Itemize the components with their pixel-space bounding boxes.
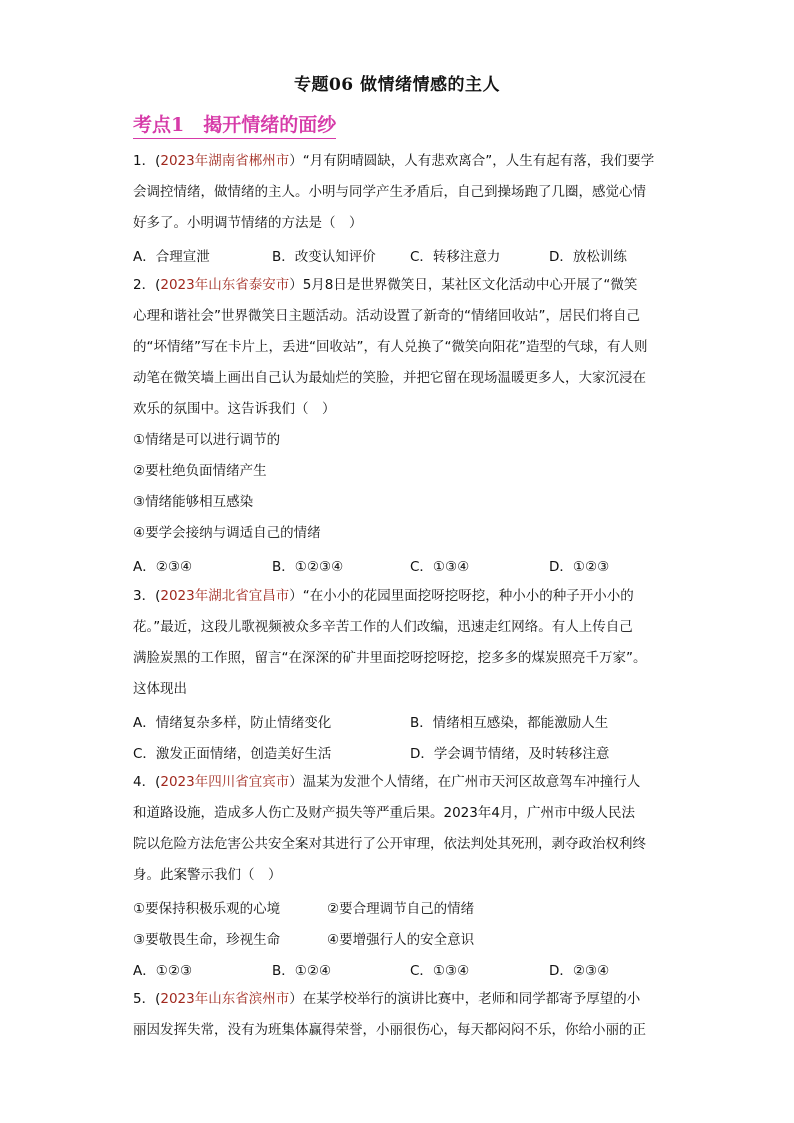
q4-line-3: 院以危险方法危害公共安全案对其进行了公开审理，依法判处其死刑，剥夺政治权利终 xyxy=(133,836,646,852)
q1-option-b: B．改变认知评价 xyxy=(272,249,376,265)
q1-option-d: D．放松训练 xyxy=(549,249,627,265)
q3-option-a: A．情绪复杂多样，防止情绪变化 xyxy=(133,715,332,731)
q4-line-2: 和道路设施，造成多人伤亡及财产损失等严重后果。2023年4月，广州市中级人民法 xyxy=(133,805,635,821)
q1-line-3: 好多了。小明调节情绪的方法是（ ） xyxy=(133,215,363,231)
q3-source: 2023年湖北省宜昌市 xyxy=(160,588,290,604)
q2-item-1: ①情绪是可以进行调节的 xyxy=(133,432,281,448)
q2-item-4: ④要学会接纳与调适自己的情绪 xyxy=(133,525,321,541)
q1-source: 2023年湖南省郴州市 xyxy=(160,153,290,169)
q2-line-4: 动笔在微笑墙上画出自己认为最灿烂的笑脸，并把它留在现场温暖更多人，大家沉浸在 xyxy=(133,370,646,386)
q4-option-c: C．①③④ xyxy=(410,963,470,979)
q4-option-a: A．①②③ xyxy=(133,963,193,979)
q4-line-4: 身。此案警示我们（ ） xyxy=(133,867,282,883)
q2-line-3: 的“坏情绪”写在卡片上，丢进“回收站”，有人兑换了“微笑向阳花”造型的气球，有人则 xyxy=(133,339,648,355)
q2-option-b: B．①②③④ xyxy=(272,559,344,575)
q3-line-3: 满脸炭黑的工作照，留言“在深深的矿井里面挖呀挖呀挖，挖多多的煤炭照亮千万家”。 xyxy=(133,650,647,666)
q4-line-1: 4．(2023年四川省宜宾市）温某为发泄个人情绪，在广州市天河区故意驾车冲撞行人 xyxy=(133,774,641,790)
q1-line-1: 1．(2023年湖南省郴州市）“月有阴晴圆缺，人有悲欢离合”，人生有起有落，我们要学 xyxy=(133,153,655,169)
q2-option-c: C．①③④ xyxy=(410,559,470,575)
q2-option-a: A．②③④ xyxy=(133,559,193,575)
q4-option-b: B．①②④ xyxy=(272,963,332,979)
q2-line-1: 2．(2023年山东省泰安市）5月8日是世界微笑日，某社区文化活动中心开展了“微笑 xyxy=(133,277,638,293)
q4-option-d: D．②③④ xyxy=(549,963,610,979)
q3-line-1: 3．(2023年湖北省宜昌市）“在小小的花园里面挖呀挖呀挖，种小小的种子开小小的 xyxy=(133,588,634,604)
q5-source: 2023年山东省滨州市 xyxy=(160,991,290,1007)
q1-line-2: 会调控情绪，做情绪的主人。小明与同学产生矛盾后，自己到操场跑了几圈，感觉心情 xyxy=(133,184,646,200)
q2-line-5: 欢乐的氛围中。这告诉我们（ ） xyxy=(133,401,336,417)
q5-line-2: 丽因发挥失常，没有为班集体赢得荣誉，小丽很伤心，每天都闷闷不乐，你给小丽的正 xyxy=(133,1022,646,1038)
q3-option-b: B．情绪相互感染，都能激励人生 xyxy=(410,715,609,731)
q5-line-1: 5．(2023年山东省滨州市）在某学校举行的演讲比赛中，老师和同学都寄予厚望的小 xyxy=(133,991,641,1007)
q3-line-4: 这体现出 xyxy=(133,681,187,697)
q1-option-c: C．转移注意力 xyxy=(410,249,501,265)
page-title: 专题06 做情绪情感的主人 xyxy=(293,75,501,95)
q3-option-c: C．激发正面情绪，创造美好生活 xyxy=(133,746,332,762)
q4-item-4: ④要增强行人的安全意识 xyxy=(327,932,475,948)
q2-item-3: ③情绪能够相互感染 xyxy=(133,494,254,510)
q1-option-a: A．合理宣泄 xyxy=(133,249,210,265)
q2-option-d: D．①②③ xyxy=(549,559,610,575)
q3-line-2: 花。”最近，这段儿歌视频被众多辛苦工作的人们改编，迅速走红网络。有人上传自己 xyxy=(133,619,633,635)
q2-line-2: 心理和谐社会”世界微笑日主题活动。活动设置了新奇的“情绪回收站”，居民们将自己 xyxy=(133,308,640,324)
q4-item-2: ②要合理调节自己的情绪 xyxy=(327,901,475,917)
q2-source: 2023年山东省泰安市 xyxy=(160,277,290,293)
q2-item-2: ②要杜绝负面情绪产生 xyxy=(133,463,267,479)
q4-item-1: ①要保持积极乐观的心境 xyxy=(133,901,281,917)
q3-option-d: D．学会调节情绪，及时转移注意 xyxy=(410,746,610,762)
section-heading: 考点1 揭开情绪的面纱 xyxy=(133,110,336,139)
q4-source: 2023年四川省宜宾市 xyxy=(160,774,290,790)
q4-item-3: ③要敬畏生命，珍视生命 xyxy=(133,932,281,948)
